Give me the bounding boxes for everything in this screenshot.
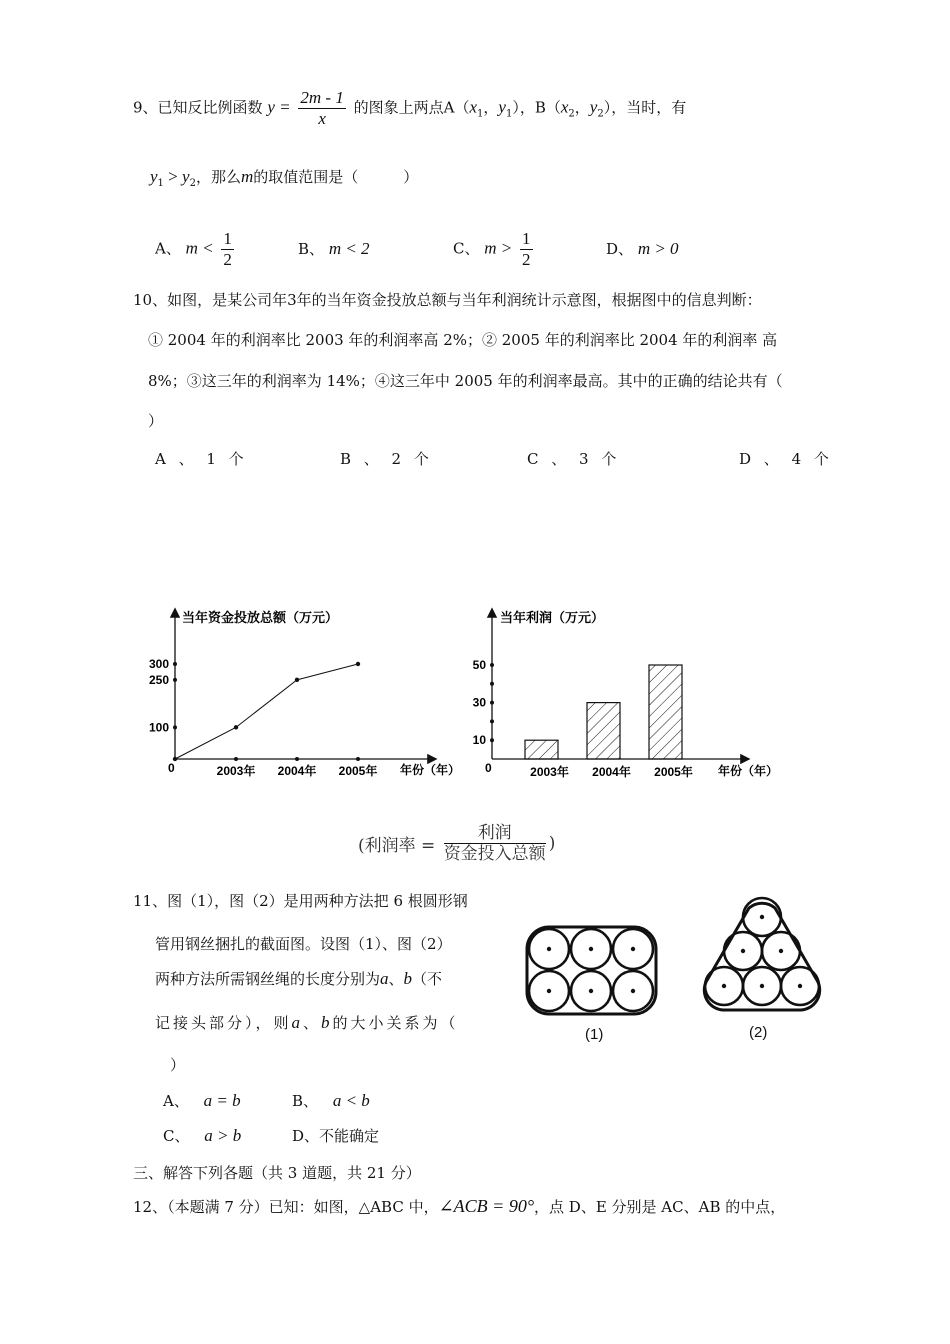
q11-line3 <box>155 968 442 989</box>
chart2-y-tick-label-0: 10 <box>472 733 486 748</box>
q11-line4-text: 记接头部分），则 <box>155 1014 292 1032</box>
chart2-y-tick-dot-2 <box>490 663 494 667</box>
q11-line4 <box>155 1012 459 1033</box>
q9-option-d-label: D、 <box>606 240 634 258</box>
q9-x1-sub: 1 <box>477 108 484 120</box>
chart2-title: 当年利润（万元） <box>500 610 605 625</box>
q11-option-a-expr: a = b <box>203 1091 241 1110</box>
chart2-bar-0 <box>525 740 558 759</box>
q9-line1: 9、已知反比例函数 y = $\frac{2m - 1}{x}$ 的图象上两点$A(x_1$，$y_1$），$B(x_2$，$y_2$），当时，有 <box>133 88 687 128</box>
chart1-y-tick-label-0: 100 <box>148 720 169 735</box>
q9-x2: x <box>560 97 569 117</box>
q11-option-b-label: B、 <box>292 1092 319 1110</box>
q11-line1: 11、图（1），图（2）是用两种方法把 6 根圆形钢 <box>133 892 468 910</box>
q11-var-b: b <box>403 969 413 988</box>
q11-option-c-expr: a > b <box>204 1126 242 1145</box>
q9-cond-rhs: y <box>182 167 190 186</box>
figure2-label: (2) <box>749 1024 768 1041</box>
chart1-point-3 <box>356 662 360 666</box>
q10-line2: ① 2004 年的利润率比 2003 年的利润率高 2%；② 2005 年的利润率比 2004 年的利润率 高 <box>148 331 778 349</box>
q11-line3-tail: （不 <box>412 970 443 988</box>
chart2-y-tick-label-2: 50 <box>472 658 486 672</box>
q9-option-d <box>606 238 679 259</box>
q11-option-d-label: D、 <box>292 1127 320 1145</box>
q9-func-denominator: x <box>318 109 326 128</box>
q9-tail: ），当时，有 <box>603 98 687 117</box>
q9-option-c-expr: m > <box>484 238 513 258</box>
q9-mid2: ），B（ <box>512 98 561 117</box>
figure1-pipes <box>529 929 653 1011</box>
q9-option-a-fraction <box>221 229 234 270</box>
bundle-figure-1 <box>525 925 660 1020</box>
q9-option-b-expr: m < 2 <box>328 239 370 258</box>
chart1-point-1 <box>234 725 238 729</box>
q9-func-numerator: 2m - 1 <box>300 88 344 107</box>
q9-option-a-den: 2 <box>223 250 232 269</box>
chart2-y-tick-dot-40 <box>490 682 494 686</box>
profit-bar-chart <box>460 600 795 785</box>
q9-y2-sub: 2 <box>597 108 604 120</box>
q9-y1-sub: 1 <box>505 108 513 120</box>
chart2-y-tick-dot-20 <box>490 719 494 723</box>
chart1-title: 当年资金投放总额（万元） <box>182 610 339 625</box>
q9-prefix: 9、已知反比例函数 <box>133 98 263 117</box>
q9-x2-sub: 2 <box>568 108 575 120</box>
q11-line2: 管用钢丝捆扎的截面图。设图（1）、图（2） <box>155 935 452 953</box>
q11-line3-text: 两种方法所需钢丝绳的长度分别为 <box>155 970 381 988</box>
q11-sep: 、 <box>388 970 404 988</box>
q11-line4-tail: 的大小关系为（ <box>332 1014 459 1032</box>
q11-line4-var-b: b <box>321 1013 333 1032</box>
chart1-origin-label: 0 <box>168 761 175 775</box>
q10-option-c: C 、 3 个 <box>527 450 621 468</box>
formula-open: (利润率 = <box>358 836 436 856</box>
chart1-x-axis-label: 年份（年） <box>400 763 461 777</box>
q9-option-c-num: 1 <box>522 229 531 248</box>
chart1-x-tick-label-1: 2003年 <box>216 764 256 778</box>
q10-line3: 8%；③这三年的利润率为 14%；④这三年中 2005 年的利润率最高。其中的正确的结论共有（ <box>148 372 783 390</box>
q9-y2: y <box>589 97 598 117</box>
chart1-y-tick-label-2: 300 <box>148 657 169 671</box>
formula-close: ) <box>548 833 556 854</box>
q9-option-c-fraction <box>520 229 533 270</box>
chart1-x-tick-dot-2 <box>295 757 299 761</box>
q11-line4-var-a: a <box>291 1013 304 1032</box>
q9-func-fraction <box>298 88 345 129</box>
q9-option-c <box>453 229 536 270</box>
q9-cond-tail: 的取值范围是（ ） <box>253 168 419 186</box>
profit-rate-formula <box>358 823 555 864</box>
chart2-x-tick-label-0: 2003年 <box>530 765 569 779</box>
q11-option-a-label: A、 <box>163 1092 189 1110</box>
bundle-figure-2 <box>698 895 826 1015</box>
q9-option-d-expr: m > 0 <box>637 239 679 258</box>
q11-option-b-expr: a < b <box>332 1091 370 1110</box>
q10-option-b: B 、 2 个 <box>340 450 433 468</box>
q9-x1: x <box>469 97 478 117</box>
chart1-point-0 <box>173 757 177 761</box>
q9-option-c-label: C、 <box>453 239 480 258</box>
q12-angle: ∠ACB = 90° <box>438 1196 535 1216</box>
q9-option-b <box>298 238 370 259</box>
q9-mid: 的图象上两点A（ <box>353 98 470 117</box>
chart2-y-tick-label-1: 30 <box>472 695 486 710</box>
q11-option-a <box>163 1090 241 1111</box>
q10-option-a: A 、 1 个 <box>155 450 248 468</box>
q12-prefix: 12、（本题满 7 分）已知：如图，△ABC 中， <box>133 1198 439 1216</box>
chart2-bar-2 <box>649 665 682 759</box>
investment-line-chart <box>140 600 470 785</box>
q9-cond-lhs: y <box>150 167 158 186</box>
chart1-point-2 <box>295 678 299 682</box>
section3-title: 三、解答下列各题（共 3 道题，共 21 分） <box>133 1164 421 1182</box>
chart1-y-tick-dot-1 <box>173 678 177 682</box>
formula-denominator: 资金投入总额 <box>443 844 546 864</box>
chart1-y-tick-dot-0 <box>173 725 177 729</box>
q9-line2 <box>150 166 418 189</box>
chart1-y-tick-label-1: 250 <box>148 672 169 687</box>
figure1-label: (1) <box>585 1026 604 1043</box>
chart1-x-tick-label-3: 2005年 <box>338 764 378 778</box>
q10-line1: 10、如图，是某公司年3年的当年资金投放总额与当年利润统计示意图，根据图中的信息判断： <box>133 291 762 309</box>
formula-fraction <box>444 823 546 864</box>
q9-cond-op: > <box>163 167 183 186</box>
q11-option-c-label: C、 <box>163 1127 190 1145</box>
q11-option-c <box>163 1125 241 1146</box>
q9-cond-lhs-sub: 1 <box>157 178 164 189</box>
chart1-x-tick-dot-3 <box>356 757 360 761</box>
q9-func-lhs: y = <box>267 97 291 117</box>
q11-option-d-text: 不能确定 <box>319 1127 380 1145</box>
q9-option-a-label: A、 <box>155 239 181 258</box>
q11-var-a: a <box>380 969 389 988</box>
q9-option-c-den: 2 <box>522 250 531 269</box>
chart2-x-tick-label-2: 2005年 <box>654 765 693 779</box>
q11-option-d <box>292 1125 379 1146</box>
q9-option-a-num: 1 <box>223 229 232 248</box>
chart1-x-tick-label-2: 2004年 <box>277 764 317 778</box>
chart2-x-tick-label-1: 2004年 <box>592 765 631 779</box>
chart2-y-tick-dot-1 <box>490 701 494 705</box>
q9-cond-var: m <box>240 167 254 186</box>
q11-line4-sep: 、 <box>303 1014 322 1032</box>
q9-option-b-label: B、 <box>298 240 325 258</box>
q12-tail: ，点 D、E 分别是 AC、AB 的中点， <box>534 1198 786 1216</box>
q9-cond-rhs-sub: 2 <box>189 178 196 189</box>
q10-line4: ） <box>148 412 164 430</box>
chart2-y-tick-dot-0 <box>490 738 494 742</box>
chart2-x-axis-label: 年份（年） <box>718 764 779 778</box>
chart2-origin-label: 0 <box>485 761 492 775</box>
q11-line5: ） <box>170 1056 186 1074</box>
formula-numerator: 利润 <box>444 823 546 844</box>
q11-option-b <box>292 1090 370 1111</box>
q10-option-d: D 、 4 个 <box>739 450 833 468</box>
chart1-series-line <box>175 664 358 759</box>
q12-line1 <box>133 1196 785 1217</box>
q9-cond-text: ，那么 <box>195 168 241 186</box>
chart1-y-tick-dot-2 <box>173 662 177 666</box>
q9-y1: y <box>498 97 506 117</box>
q9-option-a-expr: m < <box>185 238 214 258</box>
chart1-x-tick-dot-1 <box>234 757 238 761</box>
q9-option-a <box>155 229 237 270</box>
chart2-bar-1 <box>587 703 620 759</box>
